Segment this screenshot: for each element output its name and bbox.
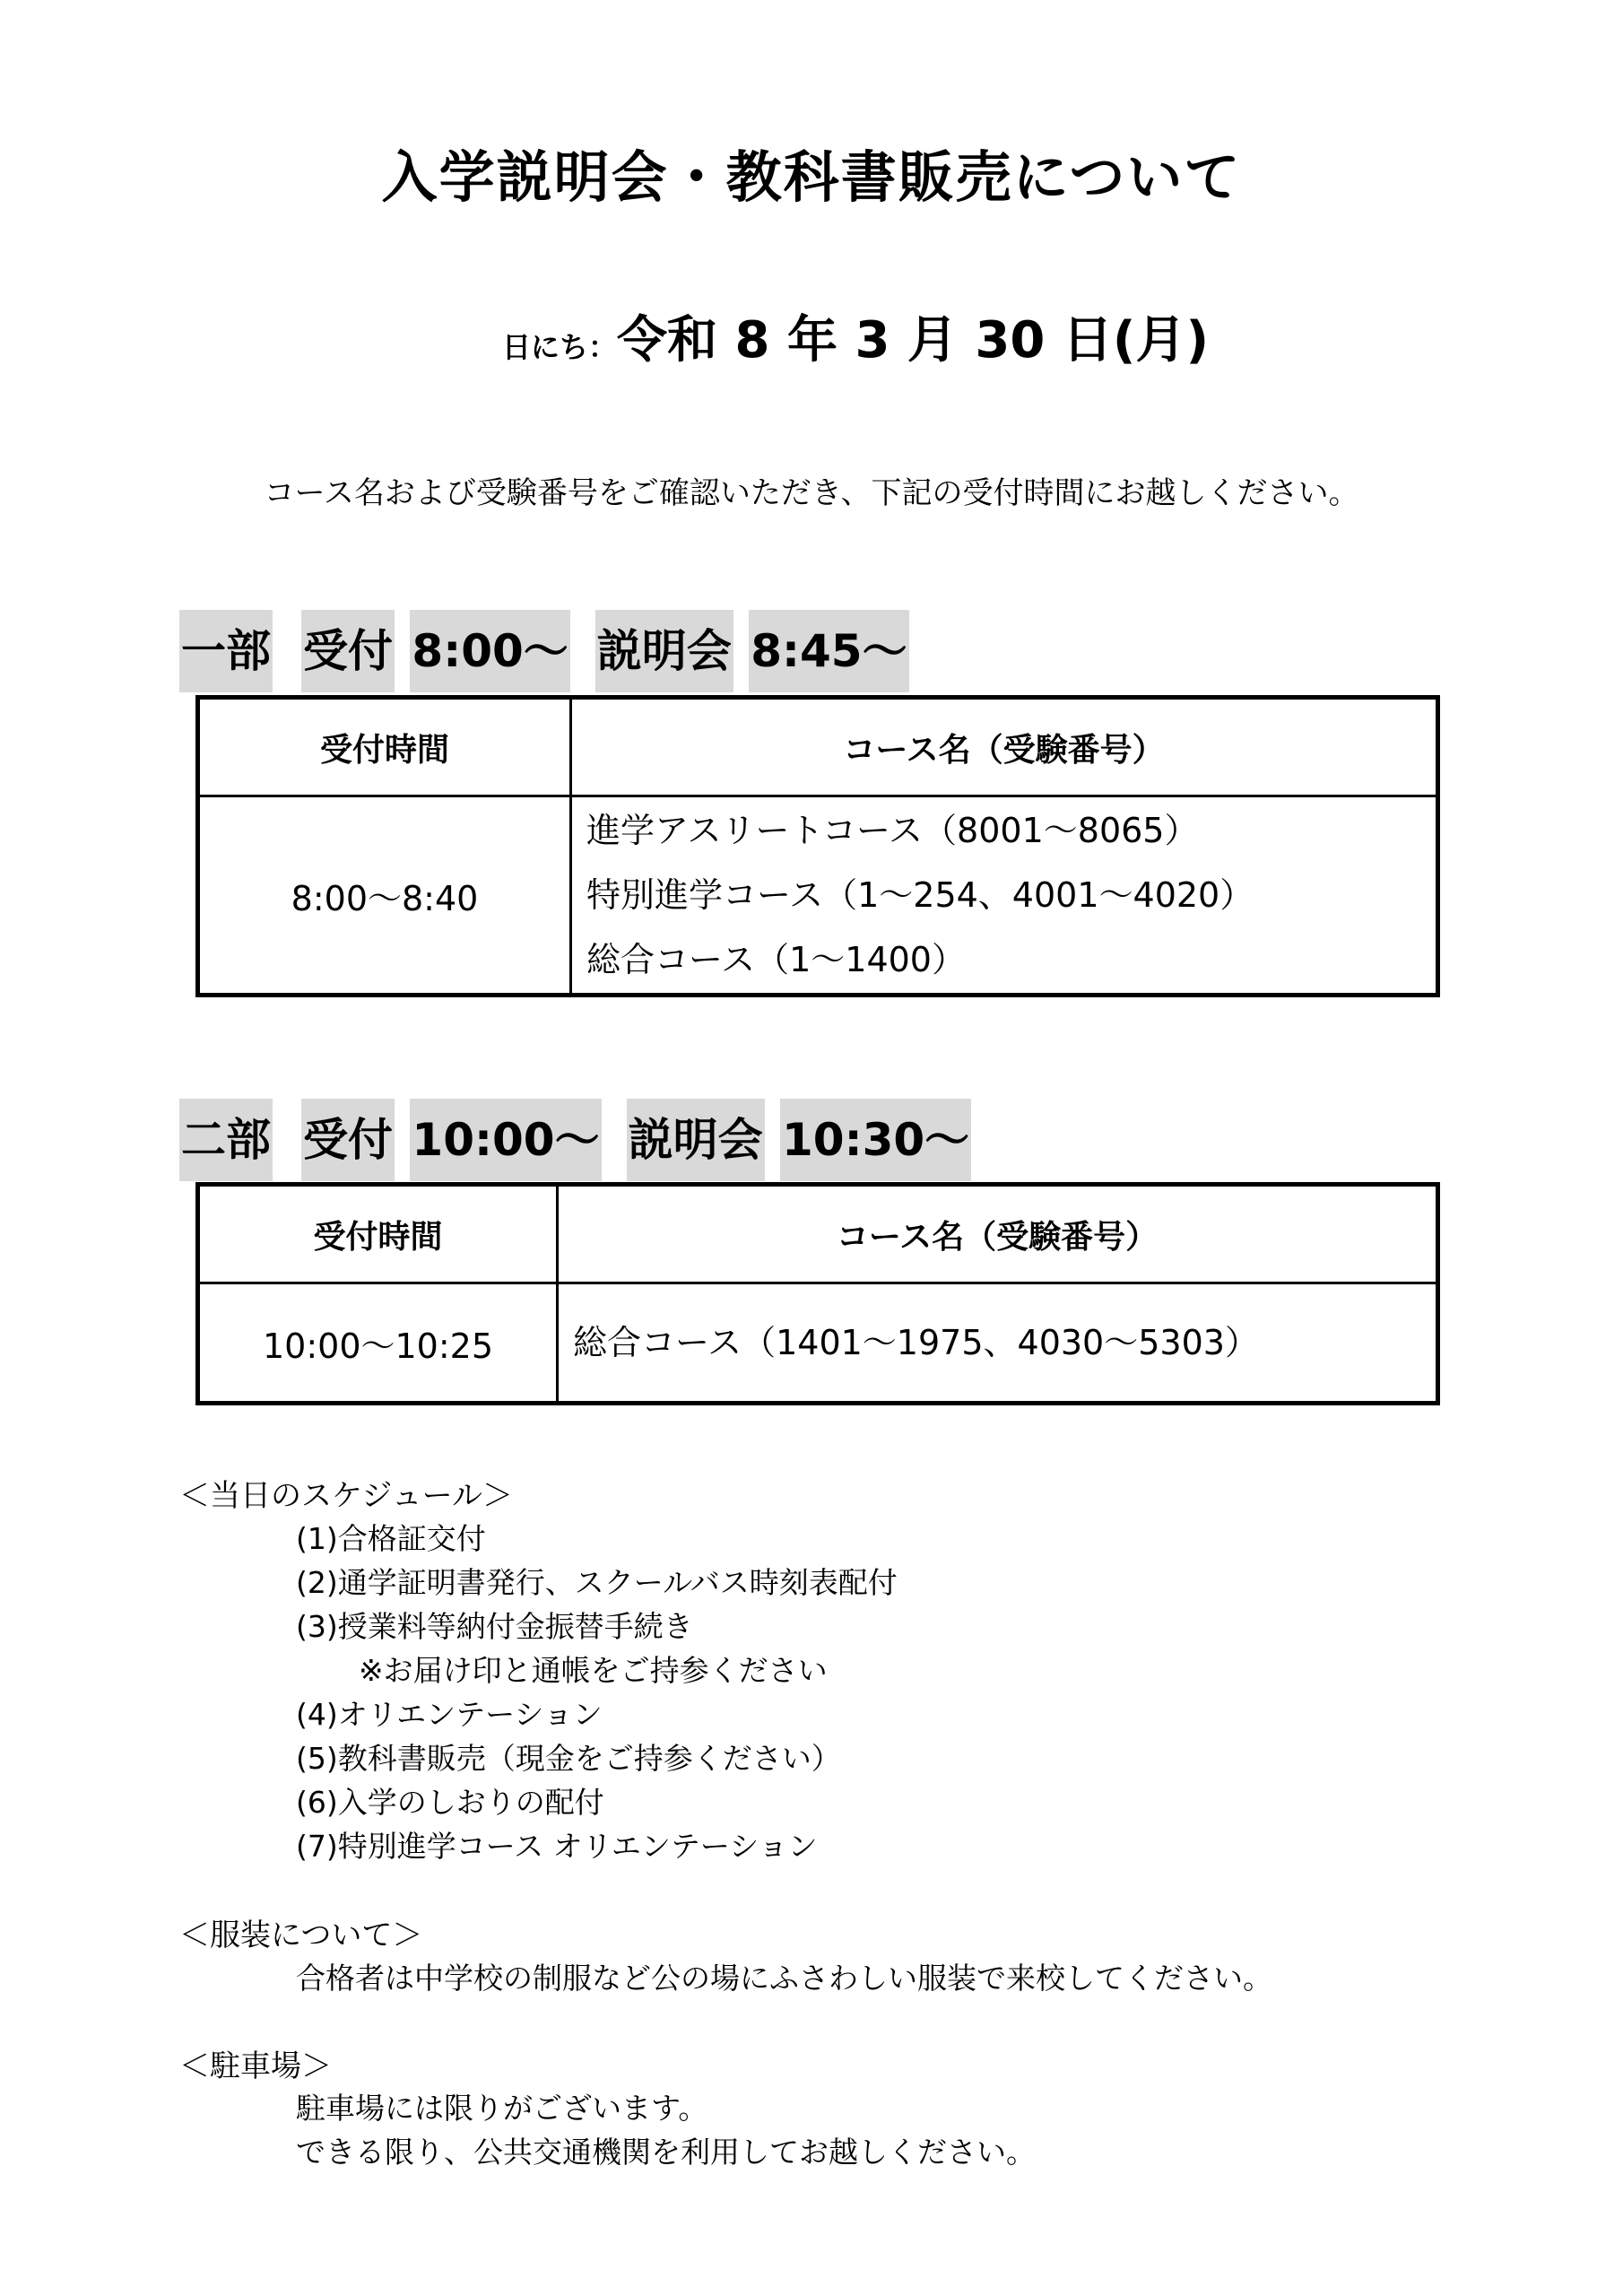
session1-table bbox=[195, 695, 1440, 997]
session2-table bbox=[195, 1182, 1440, 1405]
notice-text: コース名および受験番号をご確認いただき、下記の受付時間にお越しください。 bbox=[264, 475, 1359, 511]
header-reception-time: 受付時間 bbox=[198, 1185, 558, 1283]
session2-reception-label: 受付 bbox=[301, 1099, 395, 1181]
date-label: 日にち： bbox=[502, 330, 618, 364]
schedule-item: (6)入学のしおりの配付 bbox=[296, 1785, 604, 1820]
course-item: 進学アスリートコース（8001〜8065） bbox=[586, 811, 1199, 850]
courses-cell bbox=[571, 796, 1438, 996]
session1-briefing-label: 説明会 bbox=[595, 610, 733, 692]
reception-time-cell: 10:00〜10:25 bbox=[198, 1283, 558, 1404]
session1-reception-label: 受付 bbox=[301, 610, 395, 692]
reception-time-cell: 8:00〜8:40 bbox=[198, 796, 571, 996]
table-header-row bbox=[198, 698, 1438, 796]
course-item: 総合コース（1401〜1975、4030〜5303） bbox=[573, 1323, 1259, 1362]
schedule-item: (3)授業料等納付金振替手続き bbox=[296, 1609, 693, 1644]
schedule-note: ※お届け印と通帳をご持参ください bbox=[359, 1653, 828, 1688]
date-value: 令和 8 年 3 月 30 日(月) bbox=[617, 311, 1210, 370]
session2-briefing-time: 10:30〜 bbox=[780, 1099, 971, 1181]
header-course-name: コース名（受験番号） bbox=[571, 698, 1438, 796]
table-row bbox=[198, 796, 1438, 996]
dress-text: 合格者は中学校の制服など公の場にふさわしい服装で来校してください。 bbox=[296, 1961, 1272, 1996]
parking-heading: ＜駐車場＞ bbox=[179, 2048, 332, 2084]
courses-cell bbox=[558, 1283, 1438, 1404]
parking-line: できる限り、公共交通機関を利用してお越しください。 bbox=[296, 2135, 1036, 2170]
header-course-name: コース名（受験番号） bbox=[558, 1185, 1438, 1283]
course-item: 特別進学コース（1〜254、4001〜4020） bbox=[586, 875, 1254, 915]
schedule-item: (5)教科書販売（現金をご持参ください） bbox=[296, 1741, 841, 1776]
schedule-item: (1)合格証交付 bbox=[296, 1521, 486, 1556]
session1-heading bbox=[179, 610, 909, 692]
dress-heading: ＜服装について＞ bbox=[179, 1918, 423, 1953]
table-row bbox=[198, 1283, 1438, 1404]
parking-line: 駐車場には限りがございます。 bbox=[296, 2091, 708, 2126]
session1-briefing-time: 8:45〜 bbox=[749, 610, 908, 692]
session1-reception-time: 8:00〜 bbox=[410, 610, 569, 692]
schedule-item: (2)通学証明書発行、スクールバス時刻表配付 bbox=[296, 1565, 898, 1600]
session2-part: 二部 bbox=[179, 1099, 273, 1181]
session2-reception-time: 10:00〜 bbox=[410, 1099, 601, 1181]
session2-heading bbox=[179, 1099, 971, 1181]
header-reception-time: 受付時間 bbox=[198, 698, 571, 796]
schedule-item: (4)オリエンテーション bbox=[296, 1697, 603, 1732]
session1-part: 一部 bbox=[179, 610, 273, 692]
schedule-heading: ＜当日のスケジュール＞ bbox=[179, 1478, 513, 1514]
session2-briefing-label: 説明会 bbox=[627, 1099, 765, 1181]
course-item: 総合コース（1〜1400） bbox=[586, 940, 966, 979]
page-title: 入学説明会・教科書販売について bbox=[381, 144, 1242, 210]
table-header-row bbox=[198, 1185, 1438, 1283]
schedule-item: (7)特別進学コース オリエンテーション bbox=[296, 1829, 818, 1864]
event-date bbox=[502, 300, 1209, 372]
